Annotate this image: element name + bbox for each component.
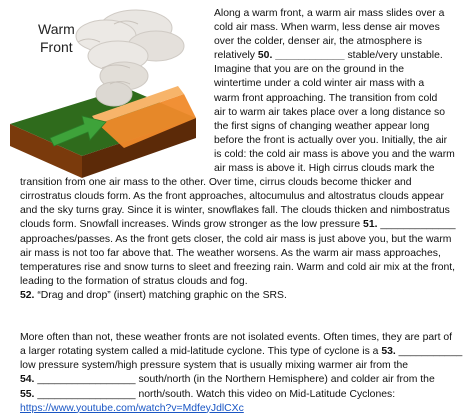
text-line [20,289,470,303]
text-line [20,148,470,162]
text-line [20,176,470,190]
text-line [20,218,470,232]
text-line [20,63,470,77]
question-number: 54. [20,374,35,386]
text-line [20,7,470,21]
text-segment: “Drag and drop” (insert) matching graphic on the SRS. [34,289,287,301]
text-line [20,190,470,204]
text-line [20,402,470,416]
text-segment: temperatures rise and snow turns to sleet and freezing rain. Warm and cold air mix at the front, [20,261,456,273]
text-segment: warm front approaching. The transition from cold [214,92,438,104]
text-segment: a larger rotating system called a mid-latitude cyclone. This type of cyclone is a [20,346,382,358]
question-number: 53. [381,346,396,358]
question-number: 51. [363,219,378,231]
text-segment: _________________ north/south. Watch this video on Mid-Latitude Cyclones: [34,388,396,400]
text-segment: ___________ [395,346,463,358]
text-segment: stable/very unstable. [344,50,443,62]
text-line [20,247,470,261]
worksheet-text [20,7,470,416]
text-line [20,373,470,387]
question-number: ____________ [275,50,345,62]
text-segment: clouds form. Snowfall increases. Winds grow stronger as the low pressure [20,219,364,231]
video-link[interactable]: https://www.youtube.com/watch?v=MdfeyJdlCXc [20,402,244,414]
text-segment: Imagine that you are on the ground in the [214,64,405,76]
text-line [20,359,470,373]
text-segment: _____________ [377,219,456,231]
question-number: 50. [257,50,273,62]
text-line [20,134,470,148]
text-line [20,92,470,106]
figure-label-line2: Front [40,39,73,55]
blank-line [20,303,470,317]
text-segment: over the colder, denser air, the atmosphere is [214,36,422,48]
text-line [20,49,470,63]
text-line [20,275,470,289]
text-segment: air mass is above it. High cirrus clouds mark the [214,163,435,175]
text-segment: _________________ south/north (in the Northern Hemisphere) and colder air from the [34,374,435,386]
question-number: 55. [20,388,35,400]
figure-label-line1: Warm [38,21,75,37]
text-line [20,261,470,275]
text-segment: cirrostratus clouds form. As the front approaches, altocumulus and altostratus clouds appear [20,191,444,203]
text-line [20,120,470,134]
text-segment: air mass is not too far above that. The weather worsens. As the warm air mass approaches, [20,247,441,259]
text-segment: is cold: the cold air mass is above you and the warm [214,148,455,160]
text-line [20,388,470,402]
text-segment: wintertime under a cold winter air mass with a [214,78,425,90]
text-segment: the first signs of changing weather appear long [214,120,430,132]
text-segment: and the sky turns gray. Since it is winter, snowflakes fall. The clouds thicken and nimbostratus [20,205,450,217]
text-segment: air to warm air takes place over a long distance so [214,106,446,118]
question-number: 52. [20,289,35,301]
text-segment: before the front is actually over you. Initially, the air [214,134,448,146]
text-line [20,162,470,176]
text-line [20,345,470,359]
text-segment: low pressure system/high pressure system that is usually mixing warmer air from the [20,360,409,372]
text-segment: cold air mass. When warm, less dense air moves [214,22,440,34]
text-segment: transition from one air mass to the other. Over time, cirrus clouds become thicker and [20,177,412,189]
text-segment: approaches/passes. As the front gets closer, the cold air mass is just above you, but the warm [20,233,452,245]
text-segment: leading to the formation of stratus clouds and fog. [20,275,248,287]
blank-line [20,317,470,331]
text-line [20,233,470,247]
text-line [20,21,470,35]
text-segment: relatively [214,50,258,62]
text-line [20,204,470,218]
text-line [20,331,470,345]
text-segment: More often than not, these weather fronts are not isolated events. Often times, they are part of [20,332,453,344]
text-line [20,35,470,49]
text-line [20,77,470,91]
text-segment: Along a warm front, a warm air mass slides over a [214,8,445,19]
text-line [20,106,470,120]
